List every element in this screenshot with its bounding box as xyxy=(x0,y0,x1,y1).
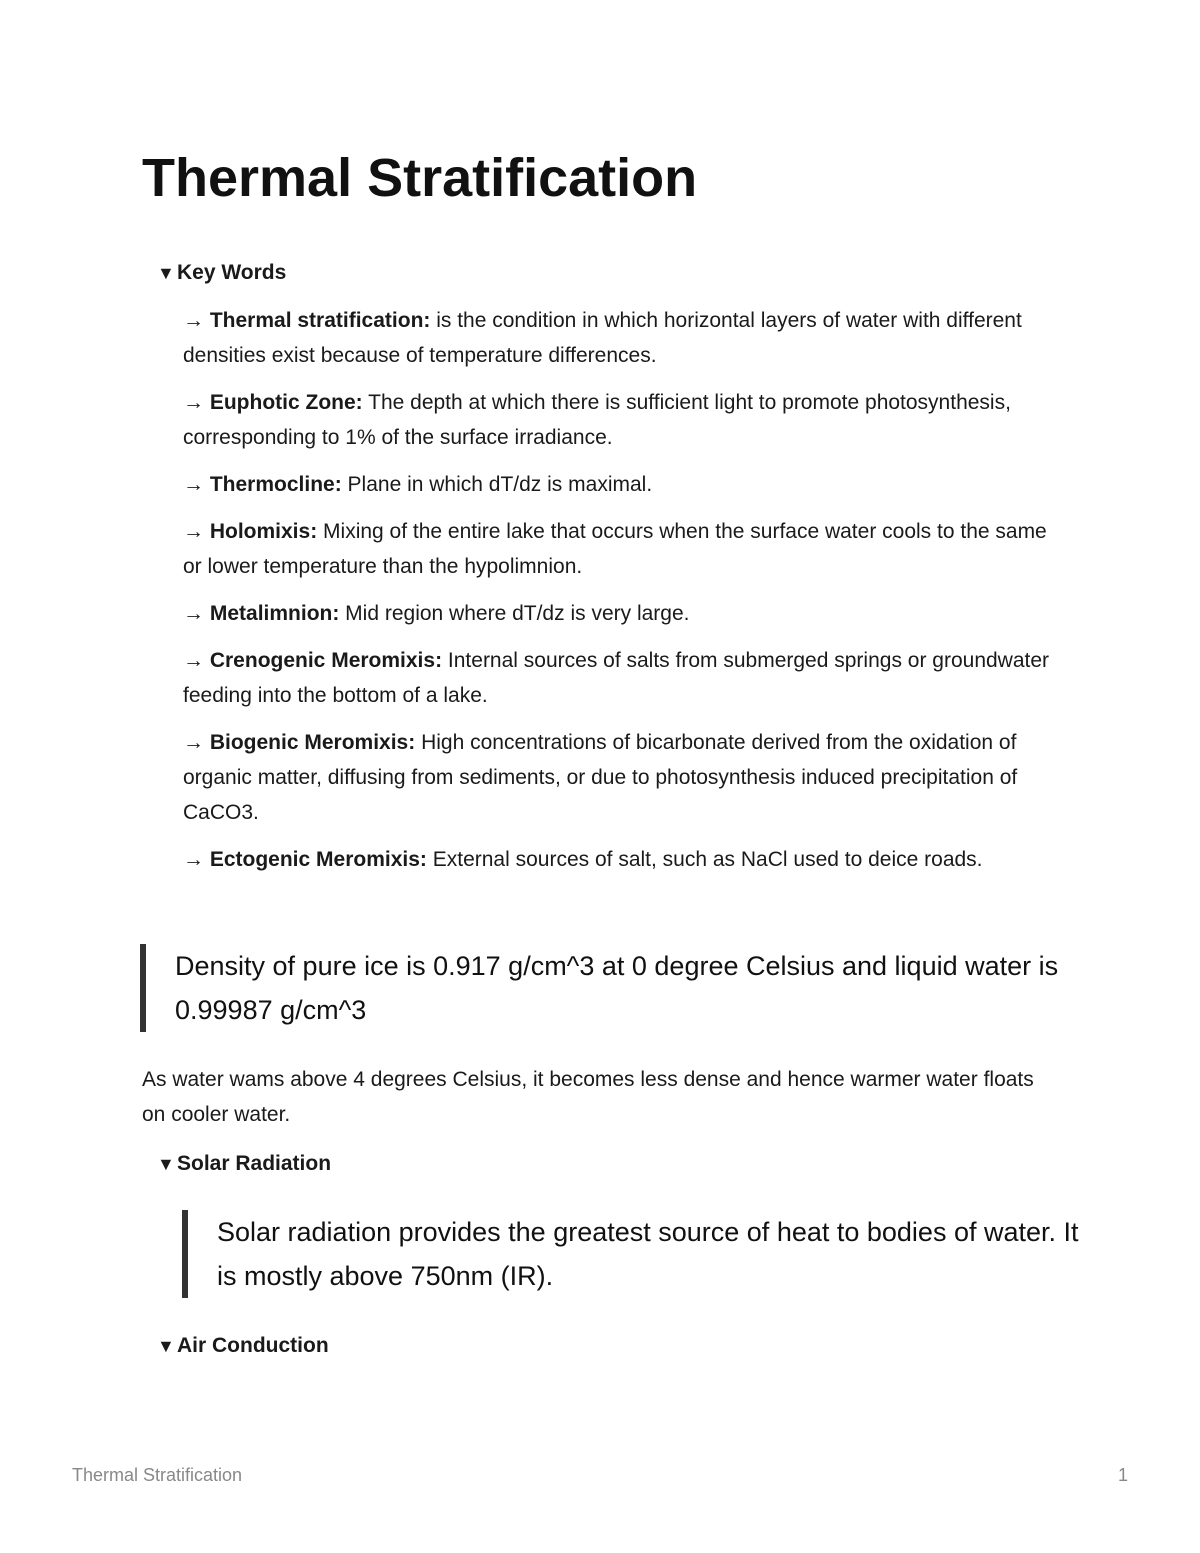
key-word-item xyxy=(183,596,1063,631)
arrow-right-icon: → xyxy=(183,848,204,871)
key-word-item xyxy=(183,514,1063,584)
key-word-term: Thermal stratification: xyxy=(209,309,431,332)
key-word-term: Crenogenic Meromixis: xyxy=(209,649,443,672)
toggle-key-words[interactable] xyxy=(157,258,286,288)
key-word-term: Metalimnion: xyxy=(209,602,340,625)
key-word-definition: Plane in which dT/dz is maximal. xyxy=(341,473,653,496)
footer-page-number: 1 xyxy=(1117,1465,1128,1485)
warming-paragraph: As water wams above 4 degrees Celsius, it becomes less dense and hence warmer water floats on cooler water. xyxy=(142,1068,1034,1126)
key-word-definition: Mid region where dT/dz is very large. xyxy=(339,602,690,625)
key-word-term: Euphotic Zone: xyxy=(209,391,363,414)
toggle-heading: Solar Radiation xyxy=(177,1152,332,1175)
arrow-right-icon: → xyxy=(183,520,204,543)
key-word-term: Holomixis: xyxy=(209,520,318,543)
toggle-heading: Key Words xyxy=(177,261,287,284)
key-word-item xyxy=(183,842,1063,877)
key-word-item xyxy=(183,643,1063,713)
toggle-solar-radiation[interactable] xyxy=(157,1149,331,1179)
key-word-term: Biogenic Meromixis: xyxy=(209,731,416,754)
arrow-right-icon: → xyxy=(183,473,204,496)
key-word-definition: High concentrations of bicarbonate derived from the oxidation of organic matter, diffusing from sediments, or due to photosynthesis induced precipitation of CaCO3. xyxy=(183,731,1018,824)
key-word-item xyxy=(183,467,1063,502)
arrow-right-icon: → xyxy=(183,649,204,672)
key-word-definition: External sources of salt, such as NaCl used to deice roads. xyxy=(426,848,983,871)
key-word-term: Thermocline: xyxy=(209,473,342,496)
arrow-right-icon: → xyxy=(183,602,204,625)
arrow-right-icon: → xyxy=(183,391,204,414)
key-word-item xyxy=(183,385,1063,455)
arrow-right-icon: → xyxy=(183,731,204,754)
key-word-term: Ectogenic Meromixis: xyxy=(209,848,427,871)
toggle-air-conduction[interactable] xyxy=(157,1331,329,1361)
key-word-definition: Internal sources of salts from submerged springs or groundwater feeding into the bottom of a lake. xyxy=(183,649,1050,707)
key-word-item xyxy=(183,725,1063,830)
triangle-down-icon[interactable]: ▼ xyxy=(157,1154,175,1174)
page-title: Thermal Stratification xyxy=(142,148,698,208)
key-word-item xyxy=(183,303,1063,373)
arrow-right-icon: → xyxy=(183,309,204,332)
density-quote: Density of pure ice is 0.917 g/cm^3 at 0 degree Celsius and liquid water is 0.99987 g/cm^3 xyxy=(140,944,1075,1032)
solar-radiation-quote: Solar radiation provides the greatest source of heat to bodies of water. It is mostly above 750nm (IR). xyxy=(182,1210,1097,1298)
key-word-definition: The depth at which there is sufficient light to promote photosynthesis, corresponding to 1% of the surface irradiance. xyxy=(183,391,1011,449)
triangle-down-icon[interactable]: ▼ xyxy=(157,263,175,283)
footer-document-title: Thermal Stratification xyxy=(72,1465,243,1485)
triangle-down-icon[interactable]: ▼ xyxy=(157,1336,175,1356)
toggle-heading: Air Conduction xyxy=(177,1334,329,1357)
key-word-definition: is the condition in which horizontal layers of water with different densities exist because of temperature differences. xyxy=(183,309,1022,367)
key-words-list xyxy=(183,303,1063,889)
key-word-definition: Mixing of the entire lake that occurs when the surface water cools to the same or lower temperature than the hypolimnion. xyxy=(183,520,1047,578)
